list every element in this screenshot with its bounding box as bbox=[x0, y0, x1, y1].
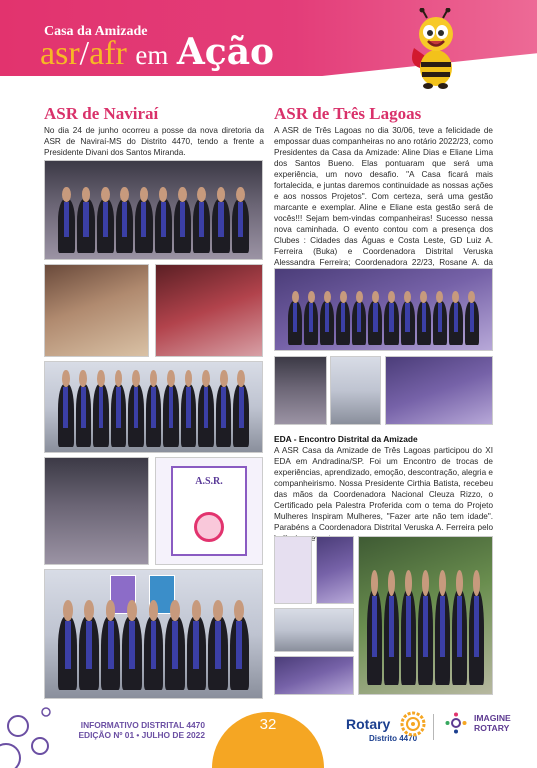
event-photo bbox=[330, 356, 381, 425]
naviraí-title: ASR de Naviraí bbox=[44, 104, 159, 123]
rotary-wordmark: Rotary bbox=[346, 716, 391, 732]
footer-line2: EDIÇÃO Nº 01 • JULHO DE 2022 bbox=[78, 730, 205, 740]
page-header bbox=[0, 0, 537, 80]
naviraí-officials-photo bbox=[44, 569, 263, 699]
imagine-line2: ROTARY bbox=[474, 723, 510, 733]
footer-info bbox=[60, 720, 205, 740]
speech-photo bbox=[274, 356, 327, 425]
rotary-wheel-icon bbox=[400, 711, 426, 737]
people-silhouettes bbox=[58, 384, 249, 447]
page-number: 32 bbox=[259, 716, 277, 733]
naviraí-group-photo bbox=[44, 160, 263, 260]
eda-title: EDA - Encontro Distrital da Amizade bbox=[274, 434, 418, 444]
eda-paragraph: A ASR Casa da Amizade de Três Lagoas participou do XI EDA em Andradina/SP. Foi um Encontro de trocas de experiências, aprendizado, emoção, descontração, alegria e companheirismo. Nossa Presidente Cirthia Batista, recebeu das mãos da Coordenadora Nacional Cleuza Rizzo, o Certificado pela Palestra Proferida com o tema do Projeto Mulheres Inspiram Mulheres, "Fazer arte não tem idade". Parabéns a Coordenadora Distrital Veruska A. Ferreira pelo bbox=[274, 446, 493, 532]
naviraí-lineup-photo bbox=[44, 361, 263, 453]
presenter-photo bbox=[316, 536, 354, 604]
people-silhouettes bbox=[367, 590, 484, 684]
gift-photo bbox=[155, 264, 263, 357]
hug-photo bbox=[44, 264, 149, 357]
speaker-photo bbox=[44, 457, 149, 565]
tres-lagoas-paragraph: A ASR de Três Lagoas no dia 30/06, teve a felicidade de empossar duas companheiras no ano rotário 2022/23, como Presidentes da Casa da Amizade: Aline Dias e Eliane Lima dos Santos Bueno. Elas pontuaram que será uma experiência, um novo desafio. "A Casa ficará mais fortalecida, e juntas daremos continuidade as nossas ações e aos nossos Projetos". Com certeza, será uma gestão marcante e exemplar. Aline e Eliane esta gestão será de vocês!!! Sejam bem-vindas companheiras! Sucesso nessa nova caminhada. O evento contou com a presença dos Clubes : Cidades das Águas e Costa Leste, GD Luiz A. Ferreira (Buka) e Coordenadora Distrital Veruska Alessandra Ferreira; Coordenadora 22/23, Rosane A. da bbox=[274, 126, 493, 267]
tres-lagoas-title: ASR de Três Lagoas bbox=[274, 104, 422, 123]
rotary-district: Distrito 4470 bbox=[369, 734, 418, 743]
bee-mascot-icon bbox=[410, 8, 460, 90]
brand-afr: afr bbox=[89, 35, 127, 72]
footer-divider bbox=[433, 714, 434, 740]
people-silhouettes bbox=[58, 616, 249, 690]
stage-photo bbox=[274, 656, 354, 695]
garden-group-photo bbox=[358, 536, 493, 695]
brand-slash: / bbox=[79, 35, 90, 72]
brand-acao: Ação bbox=[176, 31, 275, 73]
page-number-tab bbox=[212, 712, 324, 768]
people-silhouettes bbox=[58, 199, 249, 253]
imagine-line1: IMAGINE bbox=[474, 713, 511, 723]
footer-line1: INFORMATIVO DISTRITAL 4470 bbox=[80, 720, 205, 730]
imagine-rotary-text bbox=[474, 713, 511, 733]
audience-photo bbox=[274, 608, 354, 652]
certificate-photo bbox=[155, 457, 263, 565]
naviraí-paragraph: No dia 24 de junho ocorreu a posse da nova diretoria da ASR de Naviraí-MS do Distrito 4470, tendo a frente a Presidente Divani dos Santos Miranda. bbox=[44, 126, 264, 157]
certificate-card bbox=[171, 466, 247, 555]
imagine-rotary-icon bbox=[445, 712, 467, 734]
brand-em: em bbox=[135, 40, 169, 70]
decorative-rings-icon bbox=[0, 700, 60, 768]
certificate-award-photo bbox=[274, 536, 312, 604]
certificate-title: A.S.R. bbox=[195, 476, 223, 488]
certificate-logo-icon bbox=[194, 512, 224, 542]
brand-subtitle: Casa da Amizade bbox=[44, 24, 148, 39]
people-silhouettes bbox=[288, 301, 479, 346]
banners-photo bbox=[385, 356, 493, 425]
brand-asr: asr bbox=[40, 35, 80, 72]
tres-lagoas-group-photo bbox=[274, 268, 493, 351]
